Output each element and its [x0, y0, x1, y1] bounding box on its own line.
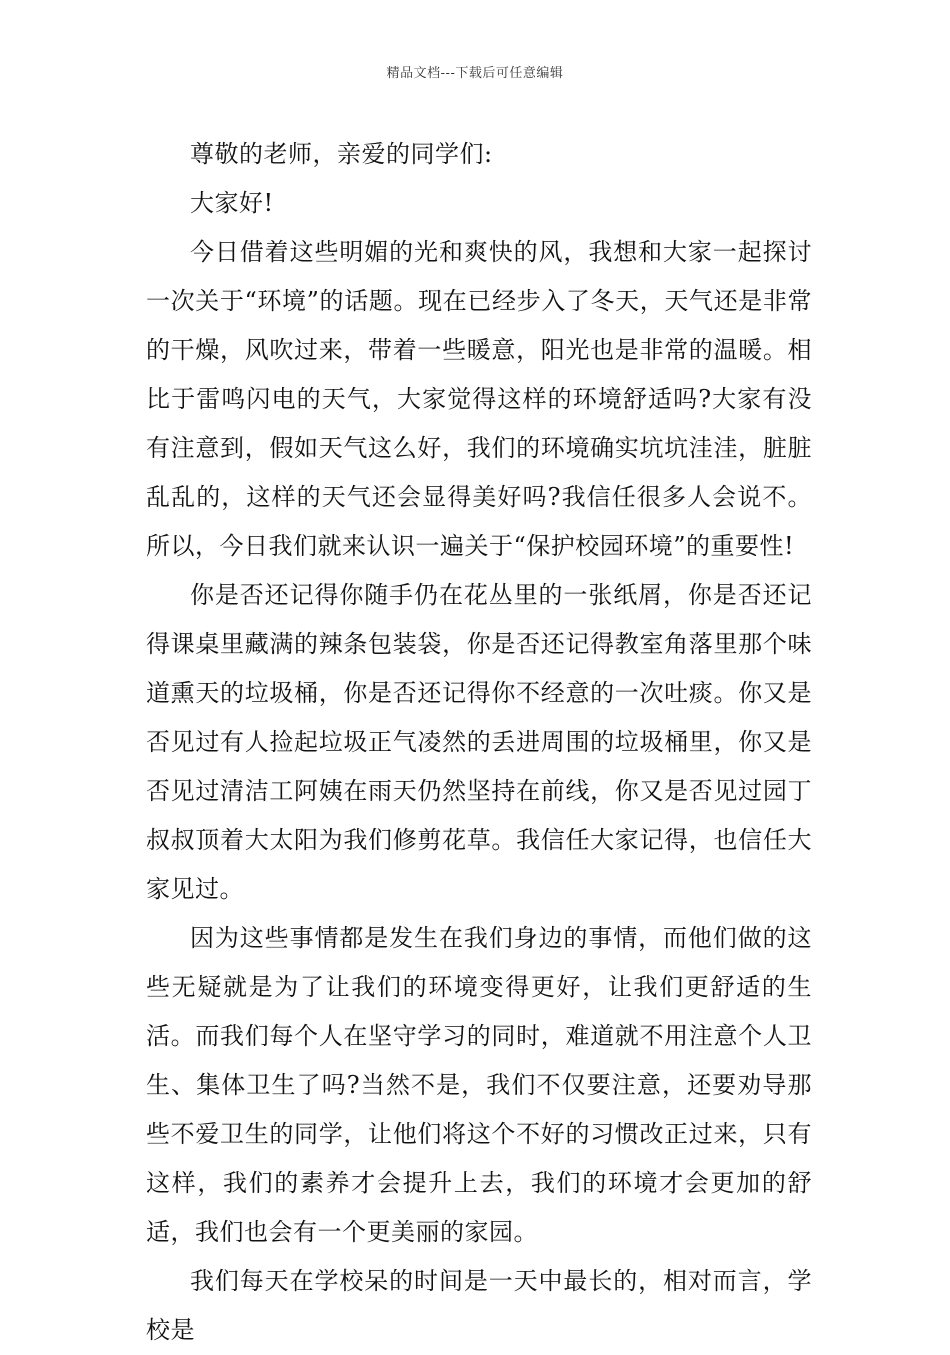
paragraph-2: 你是否还记得你随手仍在花丛里的一张纸屑，你是否还记得课桌里藏满的辣条包装袋，你是否还记得教室角落里那个味道熏天的垃圾桶，你是否还记得你不经意的一次吐痰。你又是否见过有人捡起垃圾正气凌然的丢进周围的垃圾桶里，你又是否见过清洁工阿姨在雨天仍然坚持在前线，你又是否见过园丁叔叔顶着大太阳为我们修剪花草。我信任大家记得，也信任大家见过。	[146, 581, 812, 903]
paragraph-3: 因为这些事情都是发生在我们身边的事情，而他们做的这些无疑就是为了让我们的环境变得更好，让我们更舒适的生活。而我们每个人在坚守学习的同时，难道就不用注意个人卫生、集体卫生了吗?当然不是，我们不仅要注意，还要劝导那些不爱卫生的同学，让他们将这个不好的习惯改正过来，只有这样，我们的素养才会提升上去，我们的环境才会更加的舒适，我们也会有一个更美丽的家园。	[146, 924, 812, 1246]
paragraph-4: 我们每天在学校呆的时间是一天中最长的，相对而言，学校是	[146, 1267, 812, 1344]
paragraph-1: 今日借着这些明媚的光和爽快的风，我想和大家一起探讨一次关于“环境”的话题。现在已经步入了冬天，天气还是非常的干燥，风吹过来，带着一些暖意，阳光也是非常的温暖。相比于雷鸣闪电的天气，大家觉得这样的环境舒适吗?大家有没有注意到，假如天气这么好，我们的环境确实坑坑洼洼，脏脏乱乱的，这样的天气还会显得美好吗?我信任很多人会说不。所以，今日我们就来认识一遍关于“保护校园环境”的重要性!	[146, 238, 812, 560]
page-header: 精品文档---下载后可任意编辑	[386, 66, 564, 81]
greeting-line: 尊敬的老师，亲爱的同学们:	[190, 140, 493, 168]
document-body	[146, 130, 812, 1355]
hello-line: 大家好!	[190, 189, 274, 217]
